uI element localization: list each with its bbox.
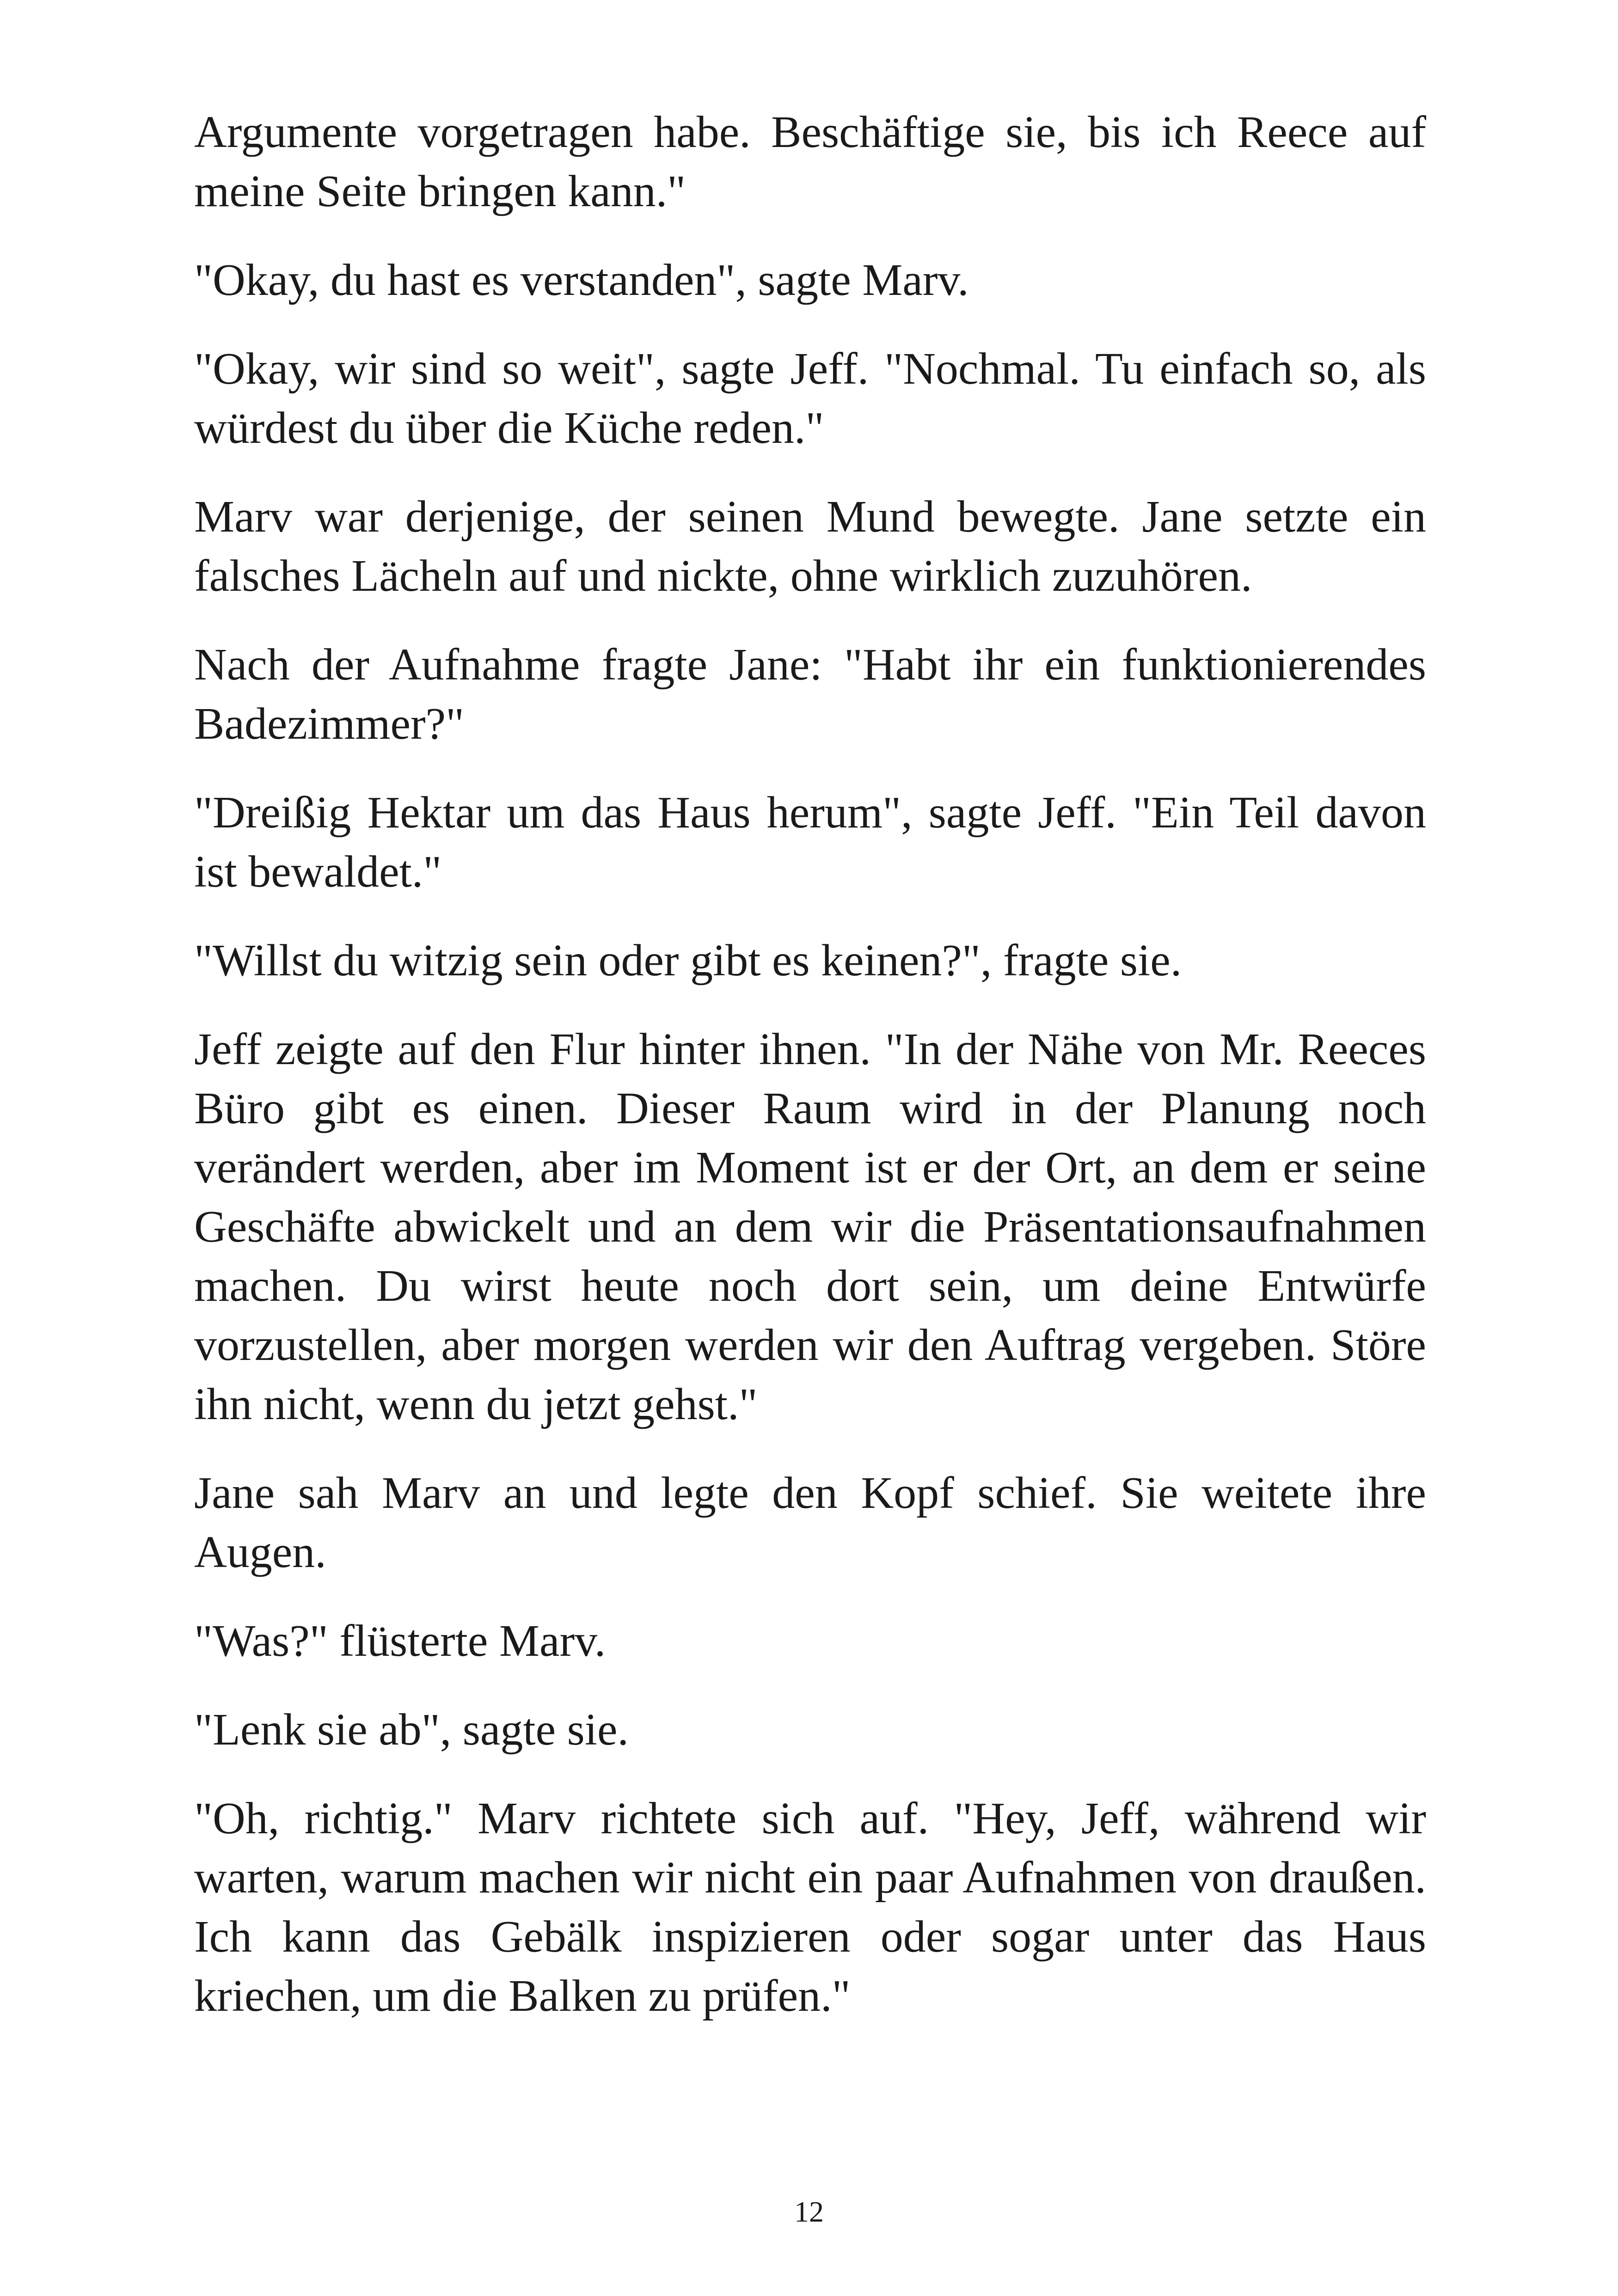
paragraph: "Lenk sie ab", sagte sie. [194,1705,629,1755]
paragraph: "Dreißig Hektar um das Haus herum", sagte Jeff. "Ein Teil davon ist bewaldet." [194,788,1426,897]
paragraph: Marv war derjenige, der seinen Mund bewegte. Jane setzte ein falsches Lächeln auf und nickte, ohne wirklich zuzuhören. [194,492,1426,601]
paragraph: Jane sah Marv an und legte den Kopf schief. Sie weitete ihre Augen. [194,1468,1426,1577]
paragraph: Jeff zeigte auf den Flur hinter ihnen. "In der Nähe von Mr. Reeces Büro gibt es einen. Dieser Raum wird in der Planung noch verändert werden, aber im Moment ist er der Ort, an dem er seine Geschäfte abwickelt und an dem wir die Präsentationsaufnahmen machen. Du wirst heute noch dort sein, um deine Entwürfe vorzustellen, aber morgen werden wir den Auftrag vergeben. Störe ihn nicht, wenn du jetzt gehst." [194,1024,1426,1429]
body-text [194,103,1426,2055]
paragraph: "Okay, wir sind so weit", sagte Jeff. "Nochmal. Tu einfach so, als würdest du über die Küche reden." [194,344,1426,453]
page-number: 12 [794,2195,824,2228]
paragraph: "Oh, richtig." Marv richtete sich auf. "Hey, Jeff, während wir warten, warum machen wir nicht ein paar Aufnahmen von draußen. Ich kann das Gebälk inspizieren oder sogar unter das Haus kriechen, um die Balken zu prüfen." [194,1794,1426,2021]
paragraph: "Was?" flüsterte Marv. [194,1616,606,1666]
paragraph: Nach der Aufnahme fragte Jane: "Habt ihr ein funktionierendes Badezimmer?" [194,640,1426,749]
paragraph: "Okay, du hast es verstanden", sagte Marv. [194,255,969,305]
paragraph: "Willst du witzig sein oder gibt es keinen?", fragte sie. [194,936,1182,986]
paragraph: Argumente vorgetragen habe. Beschäftige sie, bis ich Reece auf meine Seite bringen kann." [194,107,1426,216]
